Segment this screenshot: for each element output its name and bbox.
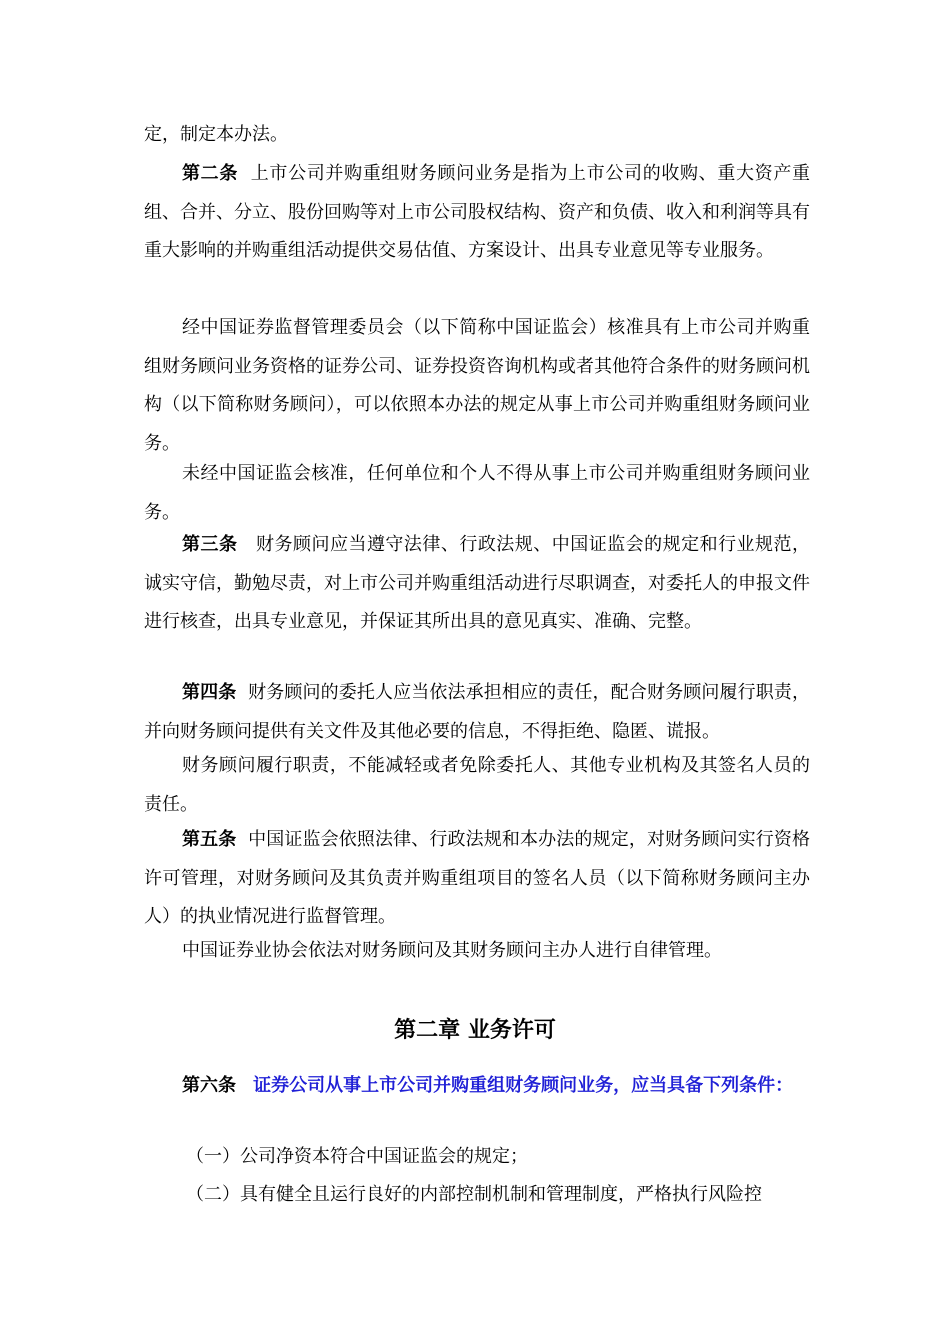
article-2 [144,155,810,271]
article-label: 第二条 [182,163,238,184]
article-text: 中国证监会依照法律、行政法规和本办法的规定，对财务顾问实行资格许可管理，对财务顾问及其负责并购重组项目的签名人员（以下简称财务顾问主办人）的执业情况进行监督管理。 [144,829,810,927]
article-label: 第五条 [182,829,237,850]
paragraph-approval [144,309,810,463]
list-item: （二）具有健全且运行良好的内部控制机制和管理制度，严格执行风险控 [186,1184,762,1205]
article-label: 第六条 [182,1075,236,1096]
article-text: 上市公司并购重组财务顾问业务是指为上市公司的收购、重大资产重组、合并、分立、股份回购等对上市公司股权结构、资产和负债、收入和利润等具有重大影响的并购重组活动提供交易估值、方案设计、出具专业意见等专业服务。 [144,163,810,261]
list-item: （一）公司净资本符合中国证监会的规定； [186,1146,528,1167]
chapter-title: 第二章 业务许可 [394,1017,556,1043]
paragraph-text: 财务顾问履行职责，不能减轻或者免除委托人、其他专业机构及其签名人员的责任。 [144,755,810,815]
paragraph-responsibility [144,747,810,824]
article-3 [144,526,810,642]
paragraph-text: 未经中国证监会核准，任何单位和个人不得从事上市公司并购重组财务顾问业务。 [144,463,810,523]
paragraph-text: 经中国证券监督管理委员会（以下简称中国证监会）核准具有上市公司并购重组财务顾问业务资格的证券公司、证券投资咨询机构或者其他符合条件的财务顾问机构（以下简称财务顾问），可以依照本办法的规定从事上市公司并购重组财务顾问业务。 [144,317,810,454]
paragraph-1 [144,116,810,155]
article-text: 财务顾问应当遵守法律、行政法规、中国证监会的规定和行业规范，诚实守信，勤勉尽责，对上市公司并购重组活动进行尽职调查，对委托人的申报文件进行核查，出具专业意见，并保证其所出具的意见真实、准确、完整。 [144,534,811,632]
article-6 [144,1067,810,1106]
article-4 [144,674,810,751]
paragraph-unapproved [144,455,810,532]
paragraph-self-regulation [144,932,810,971]
article-5 [144,821,810,937]
paragraph-text: 中国证券业协会依法对财务顾问及其财务顾问主办人进行自律管理。 [182,940,722,961]
article-text-highlight: 证券公司从事上市公司并购重组财务顾问业务，应当具备下列条件： [253,1075,794,1096]
article-text: 财务顾问的委托人应当依法承担相应的责任，配合财务顾问履行职责，并向财务顾问提供有关文件及其他必要的信息，不得拒绝、隐匿、谎报。 [144,682,810,742]
article-label: 第四条 [182,682,237,703]
article-label: 第三条 [182,534,238,555]
paragraph-text: 定，制定本办法。 [144,124,288,145]
